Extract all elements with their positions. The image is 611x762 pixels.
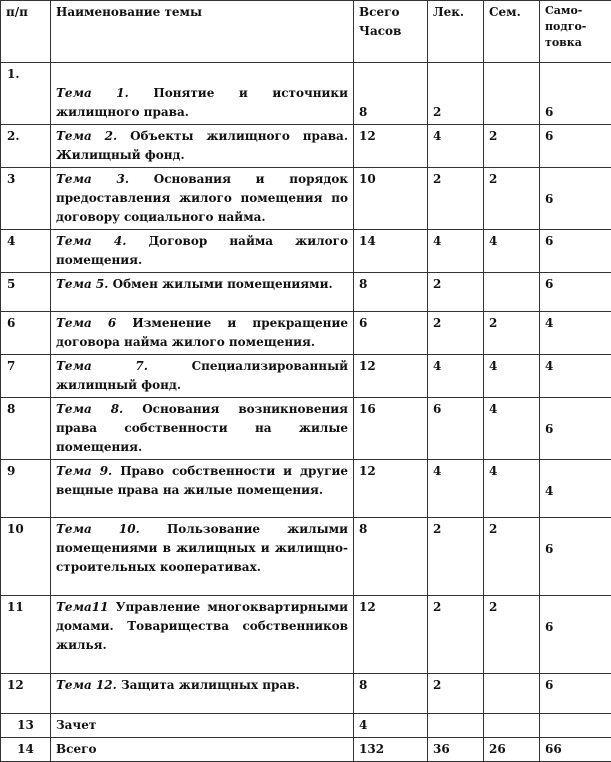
topic-number: Тема 3. [56,172,129,186]
header-row [1,1,611,63]
row-total: 12 [354,125,428,168]
header-sem: Сем. [484,1,540,63]
row-lek: 2 [428,518,484,596]
row-topic [51,125,354,168]
topic-number: Тема11 [56,600,108,614]
total-sem: 26 [484,738,540,762]
row-lek: 4 [428,230,484,273]
row-num: 1. [1,63,51,125]
topic-number: Тема 7. [56,359,148,373]
zachet-num: 13 [1,714,51,738]
topic-title: Защита жилищных прав. [121,678,300,692]
row-topic [51,518,354,596]
row-sem [484,273,540,312]
row-sem: 4 [484,460,540,518]
row-topic [51,355,354,398]
total-label: Всего [51,738,354,762]
table-row [1,460,611,518]
header-topic: Наименование темы [51,1,354,63]
row-num: 6 [1,312,51,355]
row-topic [51,596,354,674]
row-topic [51,460,354,518]
row-num: 8 [1,398,51,460]
row-lek: 4 [428,460,484,518]
row-lek: 2 [428,273,484,312]
row-self: 6 [540,273,611,312]
topic-title: Специализированный жилищный фонд. [56,359,348,392]
row-num: 4 [1,230,51,273]
row-lek: 2 [428,168,484,230]
topic-title: Основания и порядок предоставления жилого помещения по договору социального найма. [56,172,348,224]
table-row [1,230,611,273]
row-total: 12 [354,596,428,674]
topic-number: Тема 9. [56,464,112,478]
row-total: 12 [354,355,428,398]
zachet-sem [484,714,540,738]
row-self: 6 [540,398,611,460]
row-sem [484,63,540,125]
row-self: 4 [540,460,611,518]
row-self: 4 [540,312,611,355]
zachet-label: Зачет [51,714,354,738]
topic-number: Тема 1. [56,86,129,100]
total-total: 132 [354,738,428,762]
topic-number: Тема 12. [56,678,117,692]
row-num: 3 [1,168,51,230]
row-sem: 2 [484,168,540,230]
table-row [1,125,611,168]
row-total: 12 [354,460,428,518]
row-num: 10 [1,518,51,596]
table-row [1,168,611,230]
row-num: 9 [1,460,51,518]
row-lek: 6 [428,398,484,460]
topic-title: Договор найма жилого помещения. [56,234,348,267]
zachet-row [1,714,611,738]
row-sem: 2 [484,125,540,168]
row-self: 6 [540,63,611,125]
topic-title: Понятие и источники жилищного права. [56,86,348,119]
topic-number: Тема 5. [56,277,108,291]
row-total: 8 [354,63,428,125]
total-lek: 36 [428,738,484,762]
header-self: Само-подго-товка [540,1,611,63]
row-total: 14 [354,230,428,273]
row-self: 6 [540,518,611,596]
row-self: 6 [540,230,611,273]
zachet-lek [428,714,484,738]
row-lek: 2 [428,674,484,714]
row-self: 4 [540,355,611,398]
row-sem: 2 [484,312,540,355]
row-topic [51,312,354,355]
row-total: 6 [354,312,428,355]
row-num: 7 [1,355,51,398]
table-row [1,398,611,460]
topic-number: Тема 2. [56,129,117,143]
row-total: 8 [354,674,428,714]
row-num: 2. [1,125,51,168]
row-lek: 2 [428,312,484,355]
topic-title: Право собственности и другие вещные права на жилые помещения. [56,464,348,497]
header-lek: Лек. [428,1,484,63]
topic-title: Изменение и прекращение договора найма жилого помещения. [56,316,348,349]
topic-title: Обмен жилыми помещениями. [113,277,333,291]
topic-number: Тема 10. [56,522,140,536]
row-num: 11 [1,596,51,674]
table-row [1,596,611,674]
header-total: Всего Часов [354,1,428,63]
topic-number: Тема 4. [56,234,126,248]
row-lek: 4 [428,355,484,398]
row-total: 16 [354,398,428,460]
row-lek: 2 [428,596,484,674]
topic-title: Управление многоквартирными домами. Товарищества собственников жилья. [56,600,348,652]
row-sem: 4 [484,355,540,398]
topic-title: Объекты жилищного права. Жилищный фонд. [56,129,348,162]
topic-title: Основания возникновения права собственности на жилые помещения. [56,402,348,454]
table-row [1,355,611,398]
row-num: 12 [1,674,51,714]
row-lek: 2 [428,63,484,125]
topic-title: Пользование жилыми помещениями в жилищных и жилищно-строительных кооперативах. [56,522,348,574]
total-self: 66 [540,738,611,762]
row-sem: 4 [484,230,540,273]
topic-number: Тема 6 [56,316,116,330]
row-topic [51,674,354,714]
header-num: п/п [1,1,51,63]
row-lek: 4 [428,125,484,168]
row-sem [484,674,540,714]
row-topic [51,398,354,460]
total-num: 14 [1,738,51,762]
row-self: 6 [540,168,611,230]
zachet-self [540,714,611,738]
total-row [1,738,611,762]
topic-number: Тема 8. [56,402,123,416]
table-row [1,674,611,714]
row-topic [51,63,354,125]
row-self: 6 [540,596,611,674]
row-self: 6 [540,674,611,714]
row-topic [51,168,354,230]
table-row [1,518,611,596]
row-topic [51,230,354,273]
row-total: 8 [354,273,428,312]
row-sem: 4 [484,398,540,460]
table-row [1,273,611,312]
row-topic [51,273,354,312]
row-sem: 2 [484,596,540,674]
zachet-total: 4 [354,714,428,738]
table-row [1,63,611,125]
row-self: 6 [540,125,611,168]
table-row [1,312,611,355]
row-total: 8 [354,518,428,596]
row-total: 10 [354,168,428,230]
row-num: 5 [1,273,51,312]
row-sem: 2 [484,518,540,596]
